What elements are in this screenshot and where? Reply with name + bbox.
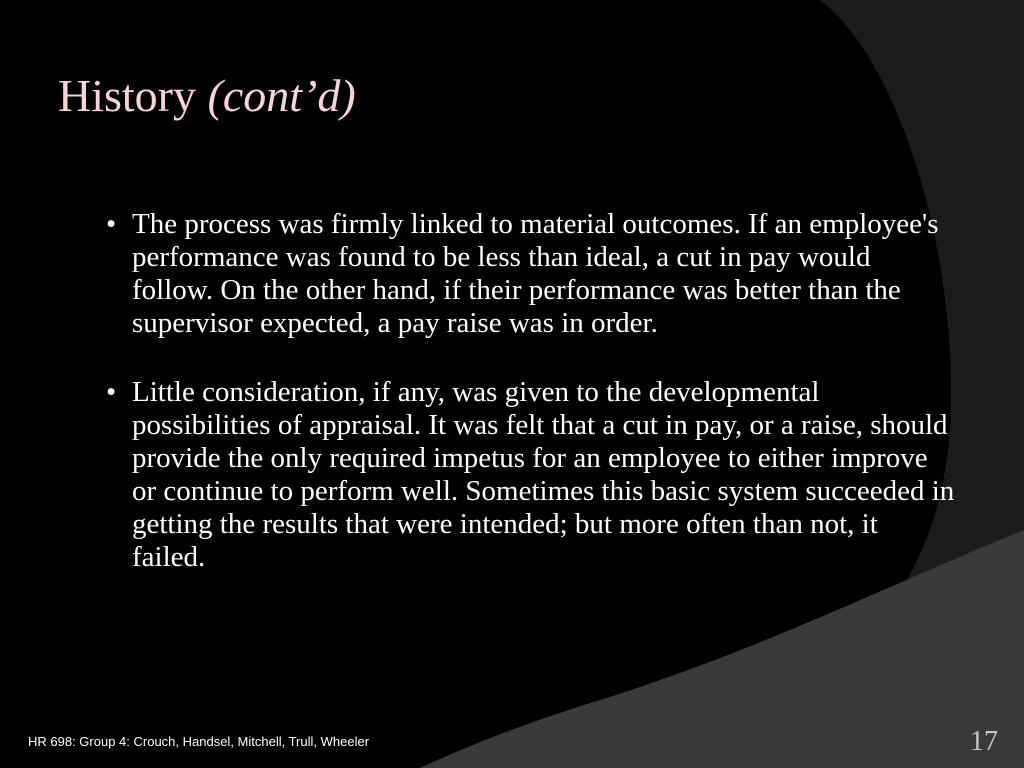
- bullet-item: [106, 376, 958, 574]
- bullet-item: [106, 208, 958, 340]
- slide-title-main: History: [58, 70, 208, 121]
- bullet-list: [106, 208, 958, 610]
- page-number: 17: [970, 726, 998, 757]
- bullet-text: The process was firmly linked to material outcomes. If an employee's performance was found to be less than ideal, a cut in pay would follow. On the other hand, if their performance was better than the supervisor expected, a pay raise was in order.: [132, 208, 939, 339]
- slide-title-italic: (cont’d): [207, 70, 356, 121]
- slide-footer: HR 698: Group 4: Crouch, Handsel, Mitchell, Trull, Wheeler: [28, 734, 370, 749]
- bullet-dot: •: [106, 208, 117, 240]
- bullet-text: Little consideration, if any, was given to the developmental possibilities of appraisal. It was felt that a cut in pay, or a raise, should provide the only required impetus for an employee to either improve or continue to perform well. Sometimes this basic system succeeded in getting the results that were intended; but more often than not, it failed.: [132, 376, 955, 573]
- bullet-dot: •: [106, 376, 117, 408]
- slide-title: [58, 66, 356, 126]
